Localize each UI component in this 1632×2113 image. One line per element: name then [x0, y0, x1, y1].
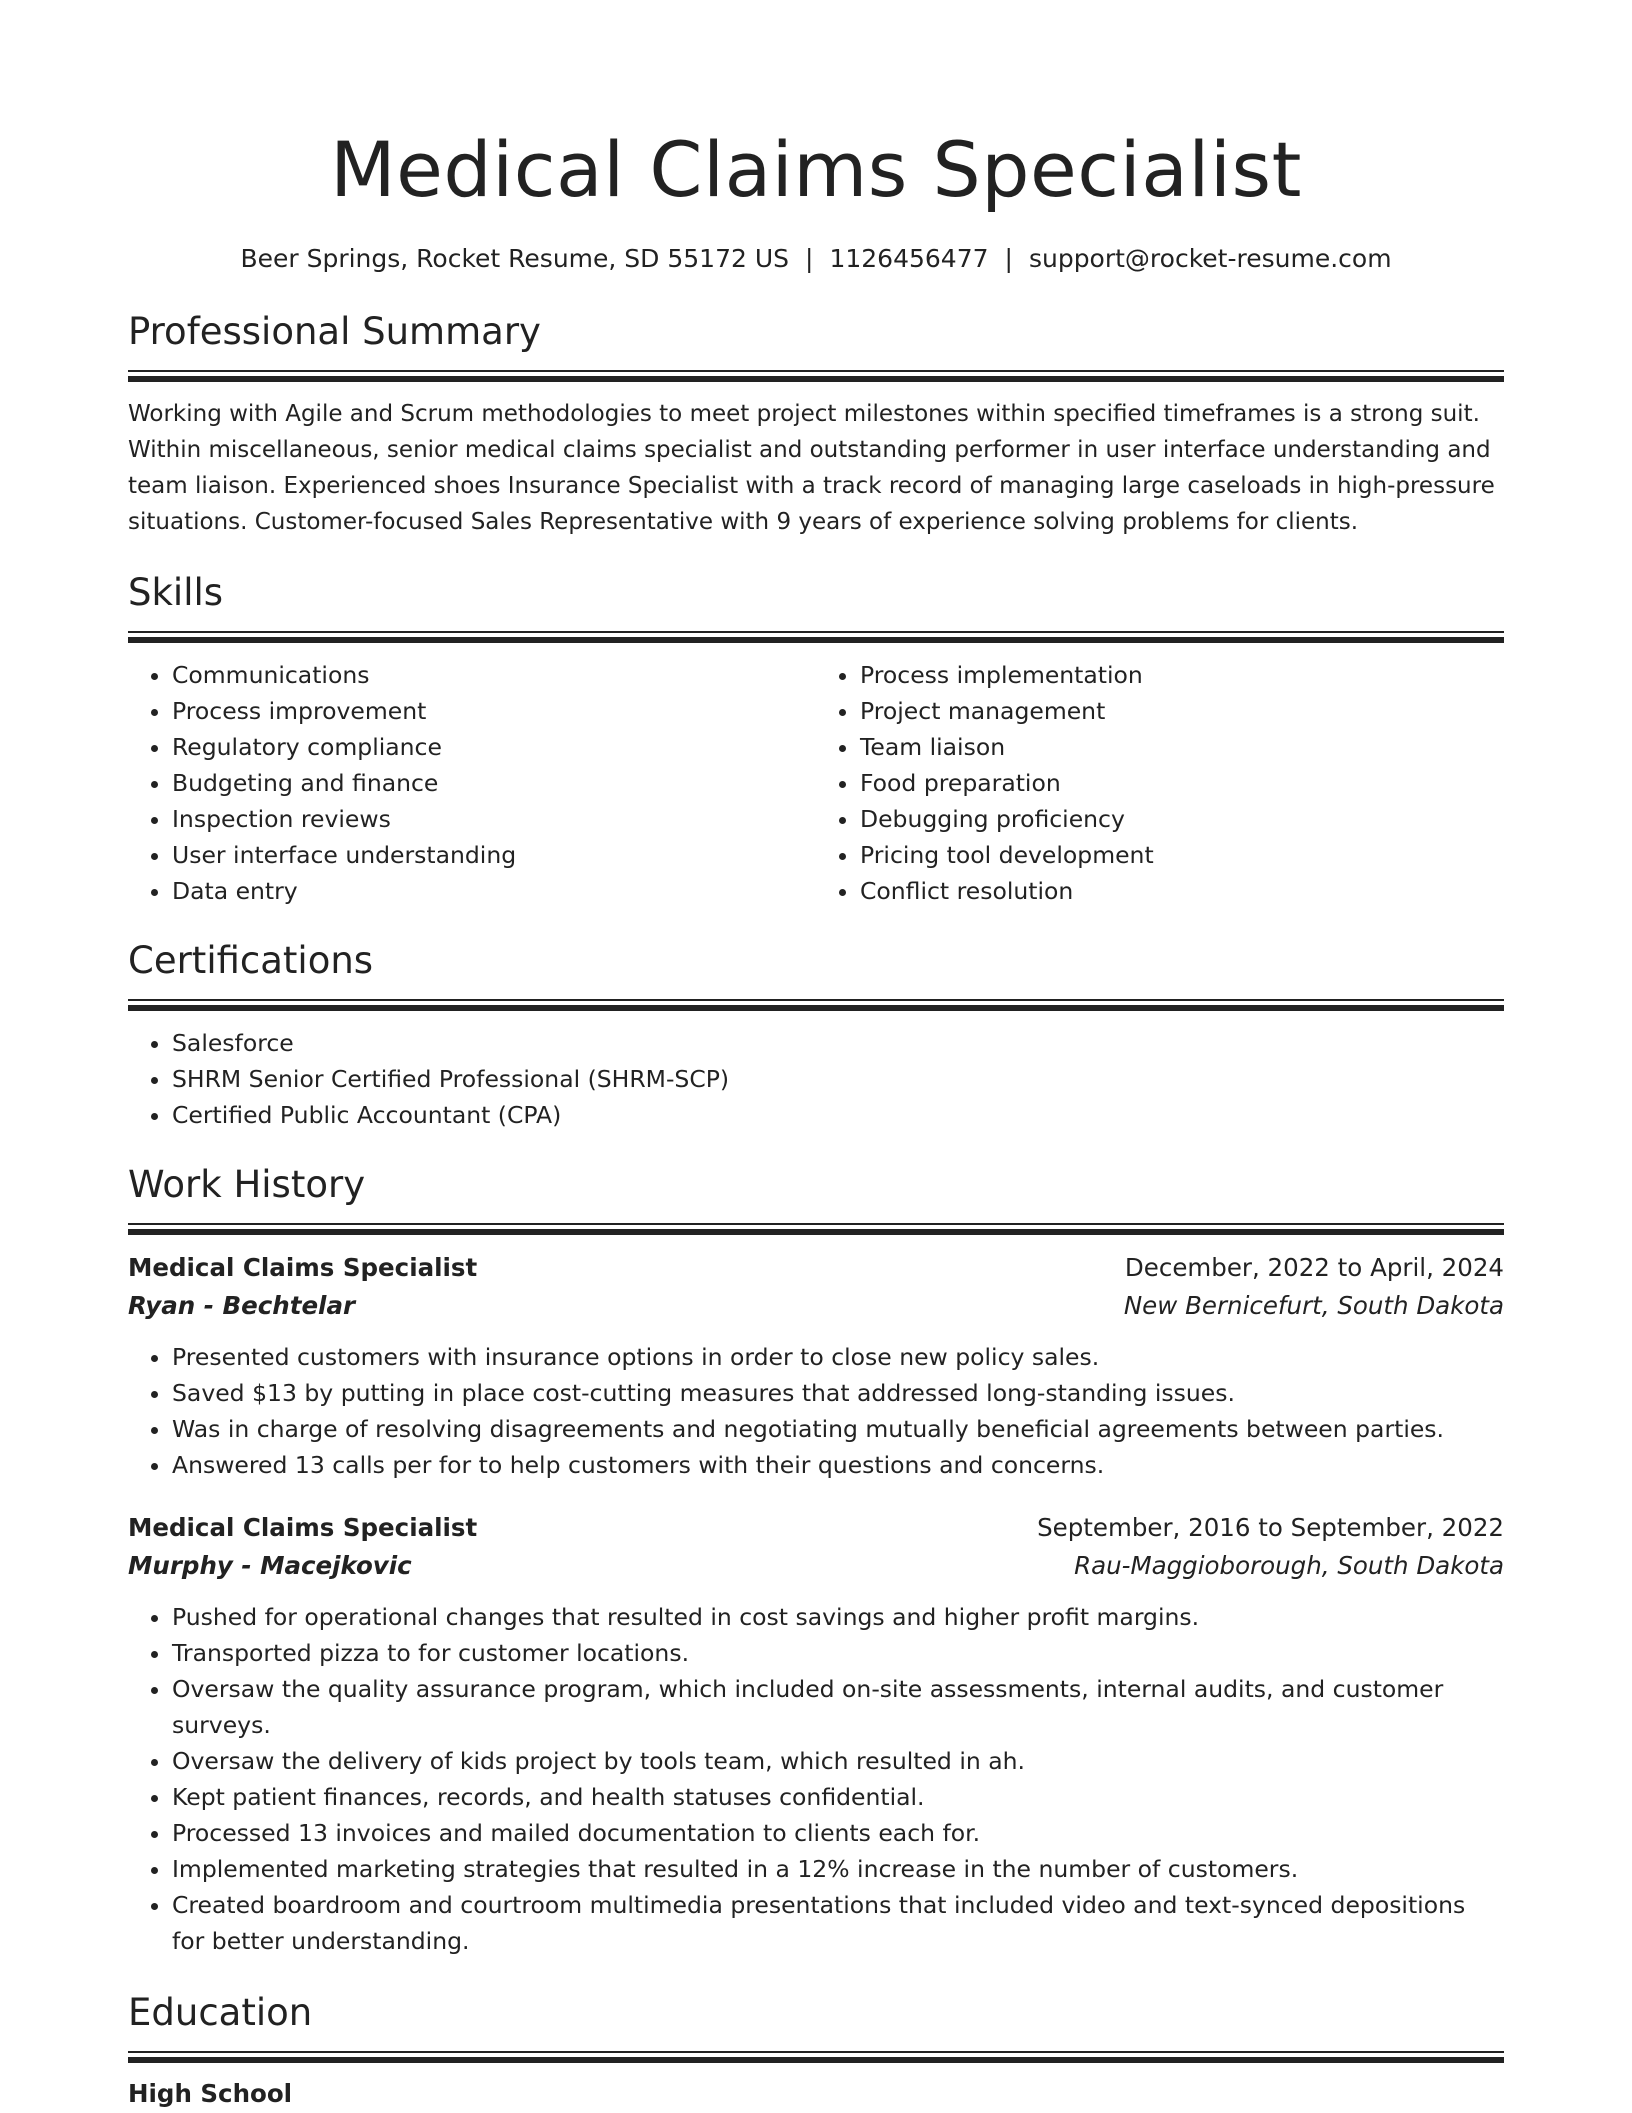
list-item: • Transported pizza to for customer locations. [172, 1635, 1504, 1671]
job-location: Rau-Maggioborough, South Dakota [1074, 1551, 1504, 1580]
job-location: New Bernicefurt, South Dakota [1123, 1291, 1504, 1320]
section-title-skills: Skills [128, 571, 224, 614]
list-item: • Project management [860, 693, 1504, 729]
list-item: • Team liaison [860, 729, 1504, 765]
job-subheader [128, 1547, 1504, 1585]
list-item: • Saved $13 by putting in place cost-cutting measures that addressed long-standing issues. [172, 1375, 1504, 1411]
skills-list-left [128, 657, 816, 909]
resume-name: Medical Claims Specialist [330, 125, 1302, 214]
section-divider [128, 1223, 1504, 1235]
section-divider [128, 999, 1504, 1011]
list-item: • Oversaw the delivery of kids project by tools team, which resulted in ah. [172, 1743, 1504, 1779]
list-item: • Food preparation [860, 765, 1504, 801]
list-item: • Pushed for operational changes that resulted in cost savings and higher profit margins. [172, 1599, 1504, 1635]
job-title: Medical Claims Specialist [128, 1253, 478, 1282]
job-dates: December, 2022 to April, 2024 [1124, 1253, 1504, 1282]
skills-section [128, 569, 1504, 909]
list-item: • Presented customers with insurance options in order to close new policy sales. [172, 1339, 1504, 1375]
job-entry [128, 1509, 1504, 1959]
contact-address: Beer Springs, Rocket Resume, SD 55172 US [240, 244, 790, 273]
list-item: • Process implementation [860, 657, 1504, 693]
contact-separator: | [805, 244, 814, 273]
section-title-certifications: Certifications [128, 939, 374, 982]
list-item: • Answered 13 calls per for to help customers with their questions and concerns. [172, 1447, 1504, 1483]
job-title: Medical Claims Specialist [128, 1513, 478, 1542]
list-item: • Process improvement [172, 693, 816, 729]
contact-separator: | [1004, 244, 1013, 273]
list-item: • SHRM Senior Certified Professional (SHRM-SCP) [172, 1061, 1504, 1097]
list-item: • Oversaw the quality assurance program, which included on-site assessments, internal audits, and customer surveys. [172, 1671, 1504, 1743]
list-item: • Was in charge of resolving disagreements and negotiating mutually beneficial agreements between parties. [172, 1411, 1504, 1447]
work-history-section [128, 1161, 1504, 1959]
section-divider [128, 370, 1504, 382]
list-item: • Regulatory compliance [172, 729, 816, 765]
contact-email: support@rocket-resume.com [1028, 244, 1392, 273]
section-title-summary: Professional Summary [128, 310, 541, 353]
list-item: • Data entry [172, 873, 816, 909]
section-divider [128, 2051, 1504, 2063]
summary-section [128, 308, 1504, 540]
list-item: • Debugging proficiency [860, 801, 1504, 837]
education-entry-title: High School [128, 2079, 293, 2108]
list-item: • Salesforce [172, 1025, 1504, 1061]
skills-list-right [816, 657, 1504, 909]
list-item: • User interface understanding [172, 837, 816, 873]
list-item: • Certified Public Accountant (CPA) [172, 1097, 1504, 1133]
list-item: • Budgeting and finance [172, 765, 816, 801]
job-dates: September, 2016 to September, 2022 [1037, 1513, 1504, 1542]
list-item: • Implemented marketing strategies that resulted in a 12% increase in the number of customers. [172, 1851, 1504, 1887]
list-item: • Communications [172, 657, 816, 693]
job-company: Murphy - Macejkovic [128, 1551, 412, 1580]
certifications-section [128, 937, 1504, 1133]
certifications-list [128, 1025, 1504, 1133]
job-bullets [128, 1339, 1504, 1483]
job-header [128, 1509, 1504, 1547]
section-title-work-history: Work History [128, 1163, 366, 1206]
contact-phone: 1126456477 [829, 244, 989, 273]
list-item: • Conflict resolution [860, 873, 1504, 909]
summary-text: Working with Agile and Scrum methodologies to meet project milestones within specified timeframes is a strong suit. Within miscellaneous, senior medical claims specialist and outstanding performer in user interface understanding and team liaison. Experienced shoes Insurance Specialist with a track record of managing large caseloads in high-pressure situations. Customer-focused Sales Representative with 9 years of experience solving problems for clients. [128, 401, 1495, 535]
list-item: • Created boardroom and courtroom multimedia presentations that included video and text-synced depositions for better understanding. [172, 1887, 1504, 1959]
list-item: • Processed 13 invoices and mailed documentation to clients each for. [172, 1815, 1504, 1851]
resume-page [128, 0, 1504, 2113]
list-item: • Kept patient finances, records, and health statuses confidential. [172, 1779, 1504, 1815]
job-subheader [128, 1287, 1504, 1325]
job-bullets [128, 1599, 1504, 1959]
education-section [128, 1989, 1504, 2113]
job-header [128, 1249, 1504, 1287]
job-entry [128, 1249, 1504, 1483]
skills-grid [128, 657, 1504, 909]
section-title-education: Education [128, 1991, 313, 2034]
contact-line [128, 242, 1504, 276]
section-divider [128, 631, 1504, 643]
list-item: • Pricing tool development [860, 837, 1504, 873]
list-item: • Inspection reviews [172, 801, 816, 837]
job-company: Ryan - Bechtelar [128, 1291, 356, 1320]
